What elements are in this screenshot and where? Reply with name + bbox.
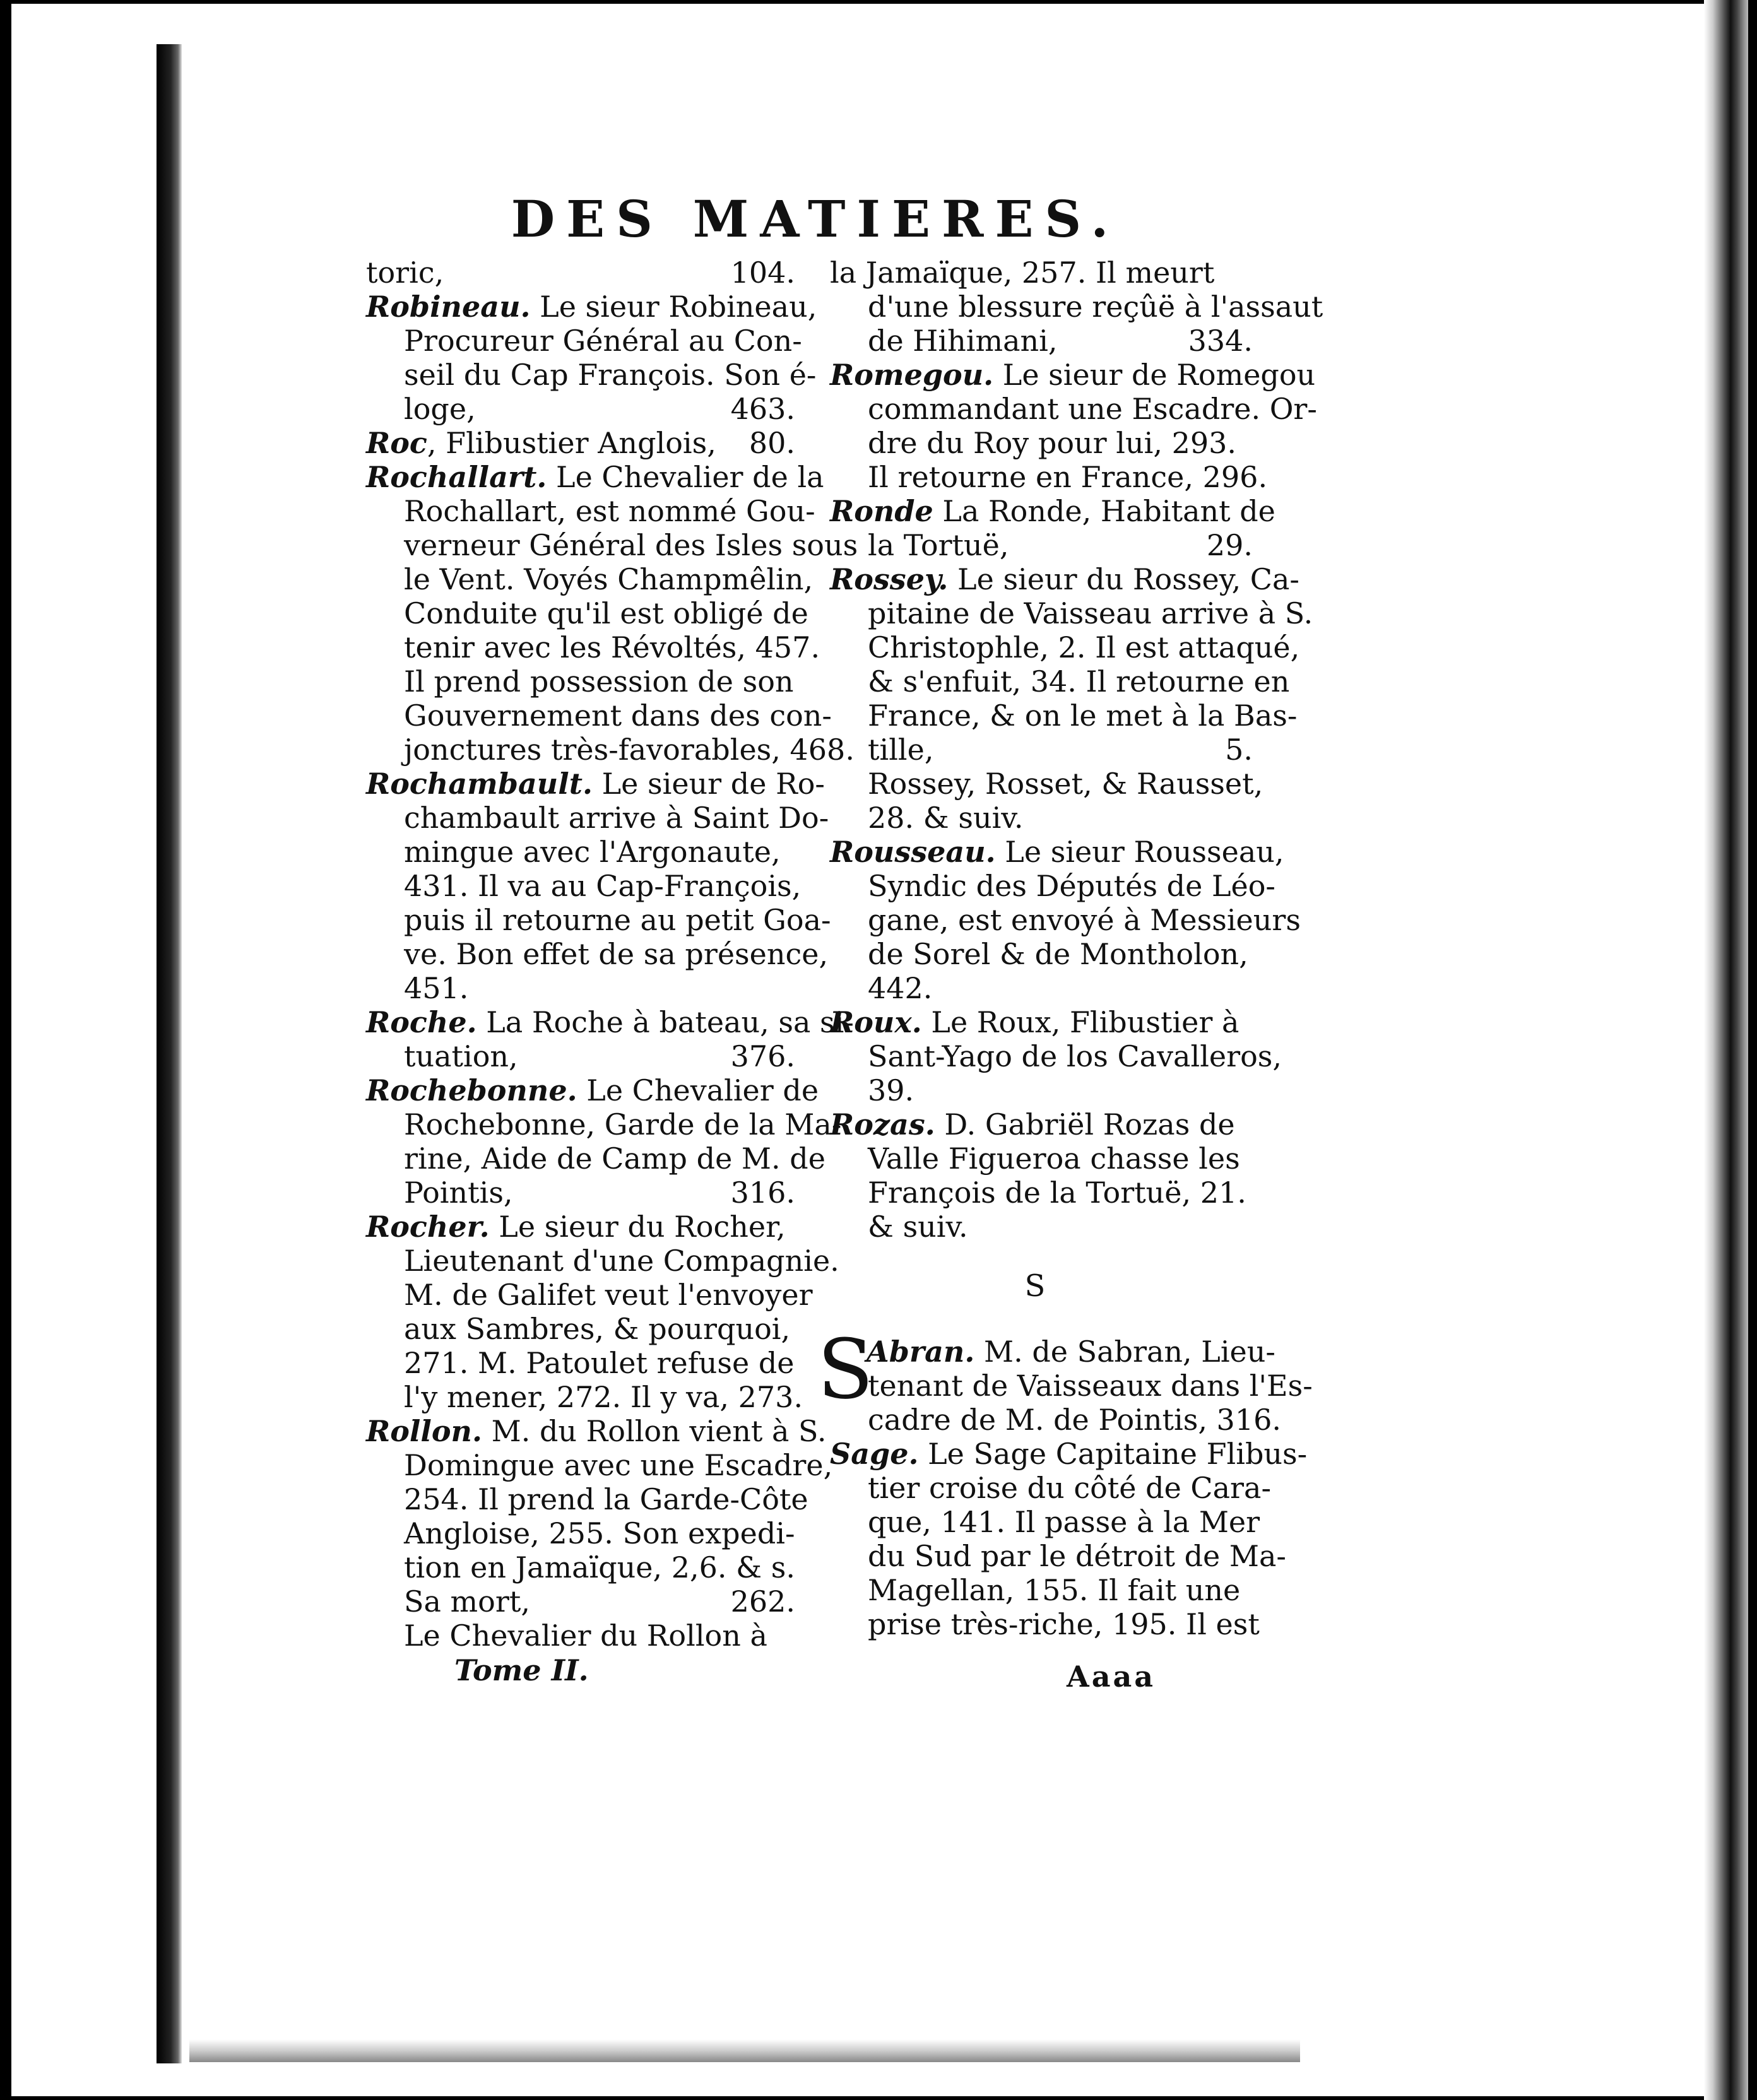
line-text: rine, Aide de Camp de M. de	[404, 1141, 825, 1176]
line-text: mingue avec l'Argonaute,	[404, 835, 781, 869]
index-line	[353, 290, 817, 324]
index-line	[817, 1039, 1282, 1073]
index-entry	[817, 1437, 1308, 1641]
volume-mark: Tome II.	[454, 1653, 589, 1687]
line-text: M. de Sabran, Lieu-	[974, 1335, 1275, 1369]
line-text: & s'enfuit, 34. Il retourne en	[868, 664, 1290, 699]
page-reference: 80.	[748, 426, 795, 460]
index-entry	[353, 767, 831, 1005]
line-text: gane, est envoyé à Messieurs	[868, 903, 1301, 937]
page-fore-edge	[1704, 0, 1748, 2100]
line-text: d'une blessure reçûë à l'assaut	[868, 290, 1323, 324]
line-text: de Sorel & de Montholon,	[868, 937, 1248, 971]
index-line	[817, 733, 1253, 767]
index-entry	[353, 426, 795, 460]
index-line	[353, 528, 858, 562]
line-text: Le sieur de Ro-	[593, 767, 825, 801]
page-reference: 262.	[730, 1584, 795, 1619]
index-line	[353, 392, 795, 426]
index-line	[817, 1369, 1313, 1403]
entry-headword: Rochallart.	[366, 460, 547, 494]
index-line	[353, 1550, 795, 1584]
index-line	[817, 528, 1253, 562]
entry-headword: Sage.	[830, 1437, 919, 1471]
index-line	[817, 903, 1301, 937]
line-text: Syndic des Députés de Léo-	[868, 869, 1275, 903]
entry-headword: Robineau.	[366, 290, 531, 324]
section-letter: S	[1024, 1268, 1046, 1304]
page-binding-edge	[157, 44, 182, 2063]
line-text: Le sieur de Romegou	[993, 358, 1316, 392]
index-entry	[817, 1107, 1253, 1244]
entry-headword: Rossey.	[830, 562, 949, 596]
line-text: commandant une Escadre. Or-	[868, 392, 1317, 426]
index-line	[817, 1573, 1253, 1607]
index-line	[817, 1437, 1308, 1471]
index-entry	[817, 1005, 1282, 1107]
line-text: Angloise, 255. Son expedi-	[404, 1516, 795, 1550]
index-entry	[353, 1210, 839, 1414]
index-entry	[353, 460, 858, 767]
index-line	[817, 426, 1253, 460]
index-line	[817, 664, 1290, 699]
index-line	[353, 1107, 842, 1141]
index-line	[817, 1505, 1260, 1539]
line-text: de Hihimani,	[868, 324, 1058, 358]
line-text: aux Sambres, & pourquoi,	[404, 1312, 791, 1346]
index-line	[817, 358, 1316, 392]
line-text: Sant-Yago de los Cavalleros,	[868, 1039, 1282, 1073]
index-line	[817, 290, 1323, 324]
index-line	[817, 1539, 1286, 1573]
index-line	[817, 562, 1299, 596]
index-line	[353, 596, 808, 630]
page-reference: 316.	[730, 1176, 795, 1210]
index-column-right	[817, 256, 1323, 1641]
index-line	[817, 1141, 1253, 1176]
index-line	[353, 733, 855, 767]
line-text: Le sieur Robineau,	[530, 290, 817, 324]
line-text: 451.	[404, 971, 469, 1005]
index-line	[353, 1073, 819, 1107]
index-line	[817, 1210, 1253, 1244]
index-line	[353, 494, 815, 528]
line-text: tion en Jamaïque, 2,6. & s.	[404, 1550, 795, 1584]
index-line	[817, 630, 1300, 664]
entry-headword: Ronde	[830, 494, 933, 528]
line-text: Le Chevalier du Rollon à	[404, 1619, 767, 1653]
page-reference: 376.	[730, 1039, 795, 1073]
index-line	[353, 460, 824, 494]
line-text: tille,	[868, 733, 934, 767]
line-text: tuation,	[404, 1039, 518, 1073]
line-text: puis il retourne au petit Goa-	[404, 903, 831, 937]
index-line	[353, 1210, 795, 1244]
page-reference: 29.	[1206, 528, 1253, 562]
entry-headword: Rollon.	[366, 1414, 482, 1448]
line-text: cadre de M. de Pointis, 316.	[868, 1403, 1281, 1437]
line-text: , Flibustier Anglois,	[427, 426, 716, 460]
line-text: M. du Rollon vient à S.	[482, 1414, 827, 1448]
line-text: la Tortuë,	[868, 528, 1009, 562]
index-entry	[353, 1005, 854, 1073]
line-text: Le Chevalier de	[577, 1073, 819, 1107]
line-text: La Roche à bateau, sa si-	[476, 1005, 854, 1039]
index-line	[353, 1244, 839, 1278]
index-line	[817, 971, 1253, 1005]
line-text: & suiv.	[868, 1210, 968, 1244]
line-text: 271. M. Patoulet refuse de	[404, 1346, 795, 1380]
index-entry	[817, 835, 1301, 1005]
line-text: Le Chevalier de la	[547, 460, 824, 494]
index-line	[353, 1448, 833, 1482]
line-text: chambault arrive à Saint Do-	[404, 801, 829, 835]
line-text: la Jamaïque, 257. Il meurt	[830, 256, 1215, 290]
line-text: tenir avec les Révoltés, 457.	[404, 630, 820, 664]
line-text: Le sieur Rousseau,	[995, 835, 1284, 869]
line-text: Gouvernement dans des con-	[404, 699, 832, 733]
index-line	[817, 460, 1268, 494]
index-line	[353, 699, 832, 733]
entry-headword: Romegou.	[830, 358, 994, 392]
index-line	[353, 1346, 795, 1380]
entry-headword: Roche.	[366, 1005, 477, 1039]
index-entry	[817, 358, 1317, 494]
entry-headword: Roc	[366, 426, 427, 460]
index-line	[353, 664, 795, 699]
index-line	[353, 1414, 827, 1448]
page-reference: 104.	[730, 256, 795, 290]
index-line	[353, 562, 813, 596]
line-text: le Vent. Voyés Champmêlin,	[404, 562, 813, 596]
index-line	[353, 426, 795, 460]
index-line	[353, 801, 829, 835]
line-text: Procureur Général au Con-	[404, 324, 802, 358]
index-line	[817, 324, 1253, 358]
entry-headword: Abran.	[867, 1335, 975, 1369]
index-line	[353, 1278, 813, 1312]
index-line	[353, 324, 802, 358]
index-line	[817, 1073, 1253, 1107]
index-line	[353, 971, 795, 1005]
index-line	[353, 1482, 808, 1516]
index-line	[817, 869, 1275, 903]
line-text: Pointis,	[404, 1176, 513, 1210]
entry-headword: Rocher.	[366, 1210, 490, 1244]
line-text: Le Roux, Flibustier à	[921, 1005, 1239, 1039]
entry-headword: Rousseau.	[830, 835, 996, 869]
index-line	[353, 1039, 795, 1073]
line-text: M. de Galifet veut l'envoyer	[404, 1278, 813, 1312]
line-text: 431. Il va au Cap-François,	[404, 869, 802, 903]
line-text: Le sieur du Rossey, Ca-	[948, 562, 1299, 596]
entry-headword: Rochambault.	[366, 767, 593, 801]
index-line	[353, 1005, 854, 1039]
index-entry	[353, 256, 795, 290]
index-line	[817, 1176, 1253, 1210]
index-entry	[353, 1414, 833, 1653]
index-line	[353, 1584, 795, 1619]
line-text: Le Sage Capitaine Flibus-	[918, 1437, 1308, 1471]
index-line	[353, 1176, 795, 1210]
index-line	[817, 256, 1253, 290]
index-entry	[817, 1321, 1313, 1437]
line-text: Lieutenant d'une Compagnie.	[404, 1244, 839, 1278]
line-text: 28. & suiv.	[868, 801, 1024, 835]
line-text: Il prend possession de son	[404, 664, 794, 699]
line-text: du Sud par le détroit de Ma-	[868, 1539, 1286, 1573]
index-line	[353, 256, 795, 290]
index-entry	[817, 562, 1313, 835]
line-text: Le sieur du Rocher,	[489, 1210, 786, 1244]
index-entry	[817, 494, 1275, 562]
line-text: Magellan, 155. Il fait une	[868, 1573, 1241, 1607]
index-line	[817, 801, 1253, 835]
index-line	[817, 392, 1317, 426]
index-line	[353, 903, 831, 937]
index-line	[353, 835, 795, 869]
line-text: Rochebonne, Garde de la Ma-	[404, 1107, 842, 1141]
index-line	[353, 630, 820, 664]
line-text: Valle Figueroa chasse les	[868, 1141, 1240, 1176]
page-bottom-edge	[189, 2039, 1300, 2062]
line-text: prise très-riche, 195. Il est	[868, 1607, 1260, 1641]
line-text: tier croise du côté de Cara-	[868, 1471, 1271, 1505]
page-reference: 463.	[730, 392, 795, 426]
line-text: Il retourne en France, 296.	[868, 460, 1268, 494]
line-text: que, 141. Il passe à la Mer	[868, 1505, 1260, 1539]
entry-headword: Rozas.	[830, 1107, 935, 1141]
line-text: l'y mener, 272. Il y va, 273.	[404, 1380, 803, 1414]
line-text: Christophle, 2. Il est attaqué,	[868, 630, 1300, 664]
line-text: François de la Tortuë, 21.	[868, 1176, 1246, 1210]
index-line	[817, 596, 1313, 630]
index-line	[353, 1141, 825, 1176]
line-text: jonctures très-favorables, 468.	[404, 733, 855, 767]
entry-headword: Rochebonne.	[366, 1073, 577, 1107]
index-line	[817, 494, 1275, 528]
line-text: seil du Cap François. Son é-	[404, 358, 817, 392]
index-line	[817, 1471, 1271, 1505]
line-text: Conduite qu'il est obligé de	[404, 596, 808, 630]
line-text: Domingue avec une Escadre,	[404, 1448, 833, 1482]
index-line	[817, 1403, 1281, 1437]
index-line	[817, 699, 1298, 733]
line-text: La Ronde, Habitant de	[933, 494, 1275, 528]
line-text: D. Gabriël Rozas de	[935, 1107, 1235, 1141]
index-line	[817, 1107, 1253, 1141]
index-line	[817, 835, 1284, 869]
line-text: dre du Roy pour lui, 293.	[868, 426, 1237, 460]
index-entry	[353, 1073, 842, 1210]
line-text: Rossey, Rosset, & Rausset,	[868, 767, 1263, 801]
entry-headword: Roux.	[830, 1005, 922, 1039]
line-text: toric,	[366, 256, 444, 290]
index-line	[353, 1516, 795, 1550]
index-line	[353, 358, 817, 392]
line-text: 254. Il prend la Garde-Côte	[404, 1482, 808, 1516]
page-reference: 334.	[1188, 324, 1253, 358]
index-line	[353, 1312, 795, 1346]
index-line	[353, 937, 829, 971]
line-text: loge,	[404, 392, 476, 426]
line-text: pitaine de Vaisseau arrive à S.	[868, 596, 1313, 630]
drop-cap: S	[817, 1321, 874, 1417]
index-entry	[353, 290, 817, 426]
index-line	[817, 1005, 1253, 1039]
line-text: 39.	[868, 1073, 914, 1107]
line-text: ve. Bon effet de sa présence,	[404, 937, 829, 971]
line-text: Sa mort,	[404, 1584, 530, 1619]
line-text: 442.	[868, 971, 933, 1005]
index-line	[353, 1619, 795, 1653]
index-line	[817, 1607, 1260, 1641]
line-text: France, & on le met à la Bas-	[868, 699, 1298, 733]
index-line	[817, 937, 1253, 971]
index-line	[353, 869, 802, 903]
index-entry	[817, 256, 1323, 358]
index-line	[353, 767, 825, 801]
index-line	[353, 1380, 803, 1414]
index-line	[817, 767, 1263, 801]
line-text: tenant de Vaisseaux dans l'Es-	[868, 1369, 1313, 1403]
line-text: Rochallart, est nommé Gou-	[404, 494, 815, 528]
line-text: verneur Général des Isles sous	[404, 528, 858, 562]
page-reference: 5.	[1225, 733, 1253, 767]
signature-mark: Aaaa	[1067, 1660, 1156, 1694]
index-column-left	[353, 256, 858, 1653]
page-header: DES MATIERES.	[511, 189, 1120, 249]
